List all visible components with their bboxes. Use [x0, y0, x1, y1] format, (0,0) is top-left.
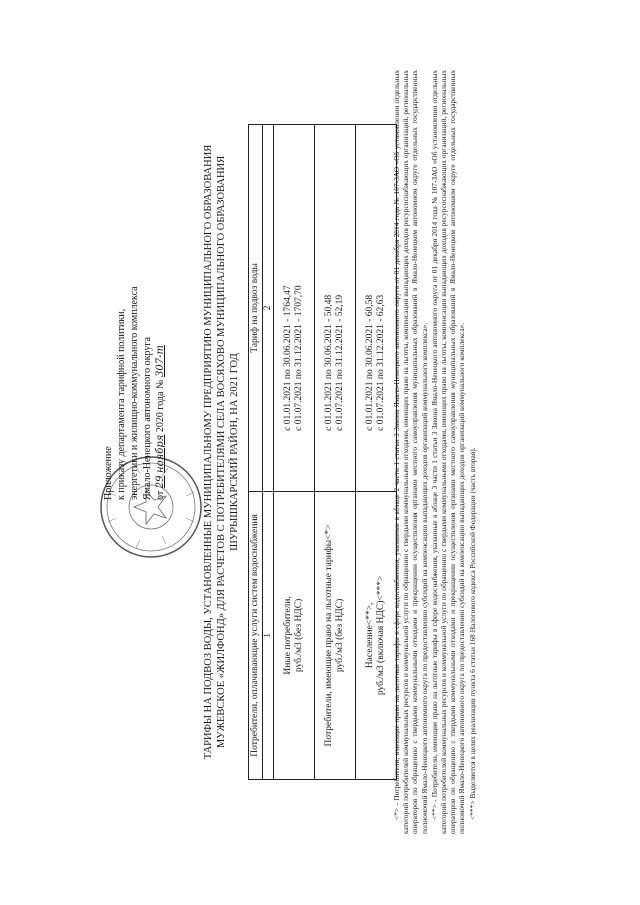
column-number: 2	[263, 125, 274, 492]
title-line: ТАРИФЫ НА ПОДВОЗ ВОДЫ, УСТАНОВЛЕННЫЕ МУНИЦИПАЛЬНОМУ ПРЕДПРИЯТИЮ МУНИЦИПАЛЬНОГО ОБРАЗОВАНИЯ	[203, 144, 214, 760]
table-row	[274, 125, 315, 780]
consumer-name: Население<**>,	[365, 602, 375, 669]
table-header-consumers: Потребители, оплачивающие услуги систем водоснабжения	[249, 491, 263, 779]
annex-line: энергетики и жилищно-коммунального комплекса	[129, 286, 140, 500]
tariff-cell	[315, 125, 356, 492]
tariff-cell	[274, 125, 315, 492]
annex-line: Приложение	[103, 446, 114, 500]
tariff-period-1: с 01.01.2021 по 30.06.2021 - 60,58	[365, 294, 375, 431]
annex-date-day: 29	[155, 475, 166, 489]
annex-order-number: 307-т	[155, 345, 166, 378]
table-row	[356, 125, 397, 780]
annex-line: к приказу департамента тарифной политики,	[116, 308, 127, 500]
annex-line: Ямало-Ненецкого автономного округа	[142, 337, 153, 500]
column-number: 1	[263, 491, 274, 779]
table-header-tariff: Тариф на подвоз воды	[249, 125, 263, 492]
annex-date-year: 2020 года №	[155, 379, 166, 433]
document-title	[202, 70, 241, 834]
consumer-cell	[356, 491, 397, 779]
title-line: МУЖЕВСКОЕ «ЖИЛФОНД» ДЛЯ РАСЧЕТОВ С ПОТРЕБИТЕЛЯМИ СЕЛА ВОСЯХОВО МУНИЦИПАЛЬНОГО ОБРАЗОВАНИЯ	[216, 155, 227, 749]
table-row	[315, 125, 356, 780]
consumer-unit: руб./м3 (без НДС)	[335, 598, 345, 673]
consumer-cell	[315, 491, 356, 779]
footnote: <**> - Потребители, имеющие право на льготные тарифы в сфере водоснабжения, указанные в абзаце 3 части 1 статьи 3 Закона Ямало-Ненецкого автономного округа от 01 декабря 2014 года № 107-ЗАО «Об установлении отдельных категорий потребителей коммунальных ресурсов и коммунальной услуги по обращению с твердыми коммунальными отходами, имеющих право на льготы, компенсации выпадающих доходов ресурсоснабжающих организаций, региональных операторов по обращению с твердыми коммунальными отходами и прекращении осуществления органами местного самоуправления муниципальных образований в Ямало-Ненецком автономном округе отдельных государственных полномочий Ямало-Ненецкого автономного округа по предоставлению субсидий на компенсацию выпадающих доходов организаций коммунального комплекса».	[429, 70, 467, 834]
footnote: <***> Выделяется в целях реализации пункта 6 статьи 168 Налогового кодекса Российской Федерации (часть вторая).	[467, 447, 477, 820]
consumer-unit: руб./м3 (без НДС)	[294, 598, 304, 673]
consumer-name: Иные потребители,	[283, 596, 293, 675]
tariff-cell	[356, 125, 397, 492]
footnote: <*> - Потребители, имеющие право на льготные тарифы в сфере водоснабжения, указанные в абзаце 2 части 1 статьи 3 Закона Ямало-Ненецкого автономного округа от 01 декабря 2014 года № 107-ЗАО «Об установлении отдельных категорий потребителей коммунальных ресурсов и коммунальной услуги по обращению с твердыми коммунальными отходами, имеющих право на льготы, компенсации выпадающих доходов ресурсоснабжающих организаций, региональных операторов по обращению с твердыми коммунальными отходами и прекращении осуществления органами местного самоуправления муниципальных образований в Ямало-Ненецком автономном округе отдельных государственных полномочий Ямало-Ненецкого автономного округа по предоставлению субсидий на компенсацию выпадающих доходов организаций коммунального комплекса».	[392, 70, 429, 834]
tariff-table	[248, 124, 397, 780]
annex-block	[102, 270, 167, 500]
tariff-period-1: с 01.01.2021 по 30.06.2021 - 1764,47	[283, 285, 293, 431]
document-page	[90, 52, 550, 852]
consumer-cell	[274, 491, 315, 779]
tariff-period-2: с 01.07.2021 по 31.12.2021 - 1707,70	[294, 285, 304, 431]
annex-date-line	[154, 270, 167, 500]
tariff-period-1: с 01.01.2021 по 30.06.2021 - 50,48	[324, 294, 334, 431]
footnotes	[392, 70, 478, 834]
consumer-unit: руб./м3 (включая НДС)<***>	[376, 575, 386, 696]
annex-date-prefix: от	[155, 490, 166, 500]
tariff-period-2: с 01.07.2021 по 31.12.2021 - 52,19	[335, 294, 345, 431]
annex-date-month: ноября	[155, 434, 166, 474]
consumer-name: Потребители, имеющие право на льготные тарифы<*>	[324, 524, 334, 747]
title-line: ШУРЫШКАРСКИЙ РАЙОН, НА 2021 ГОД	[229, 353, 240, 551]
tariff-period-2: с 01.07.2021 по 31.12.2021 - 62,63	[376, 294, 386, 431]
